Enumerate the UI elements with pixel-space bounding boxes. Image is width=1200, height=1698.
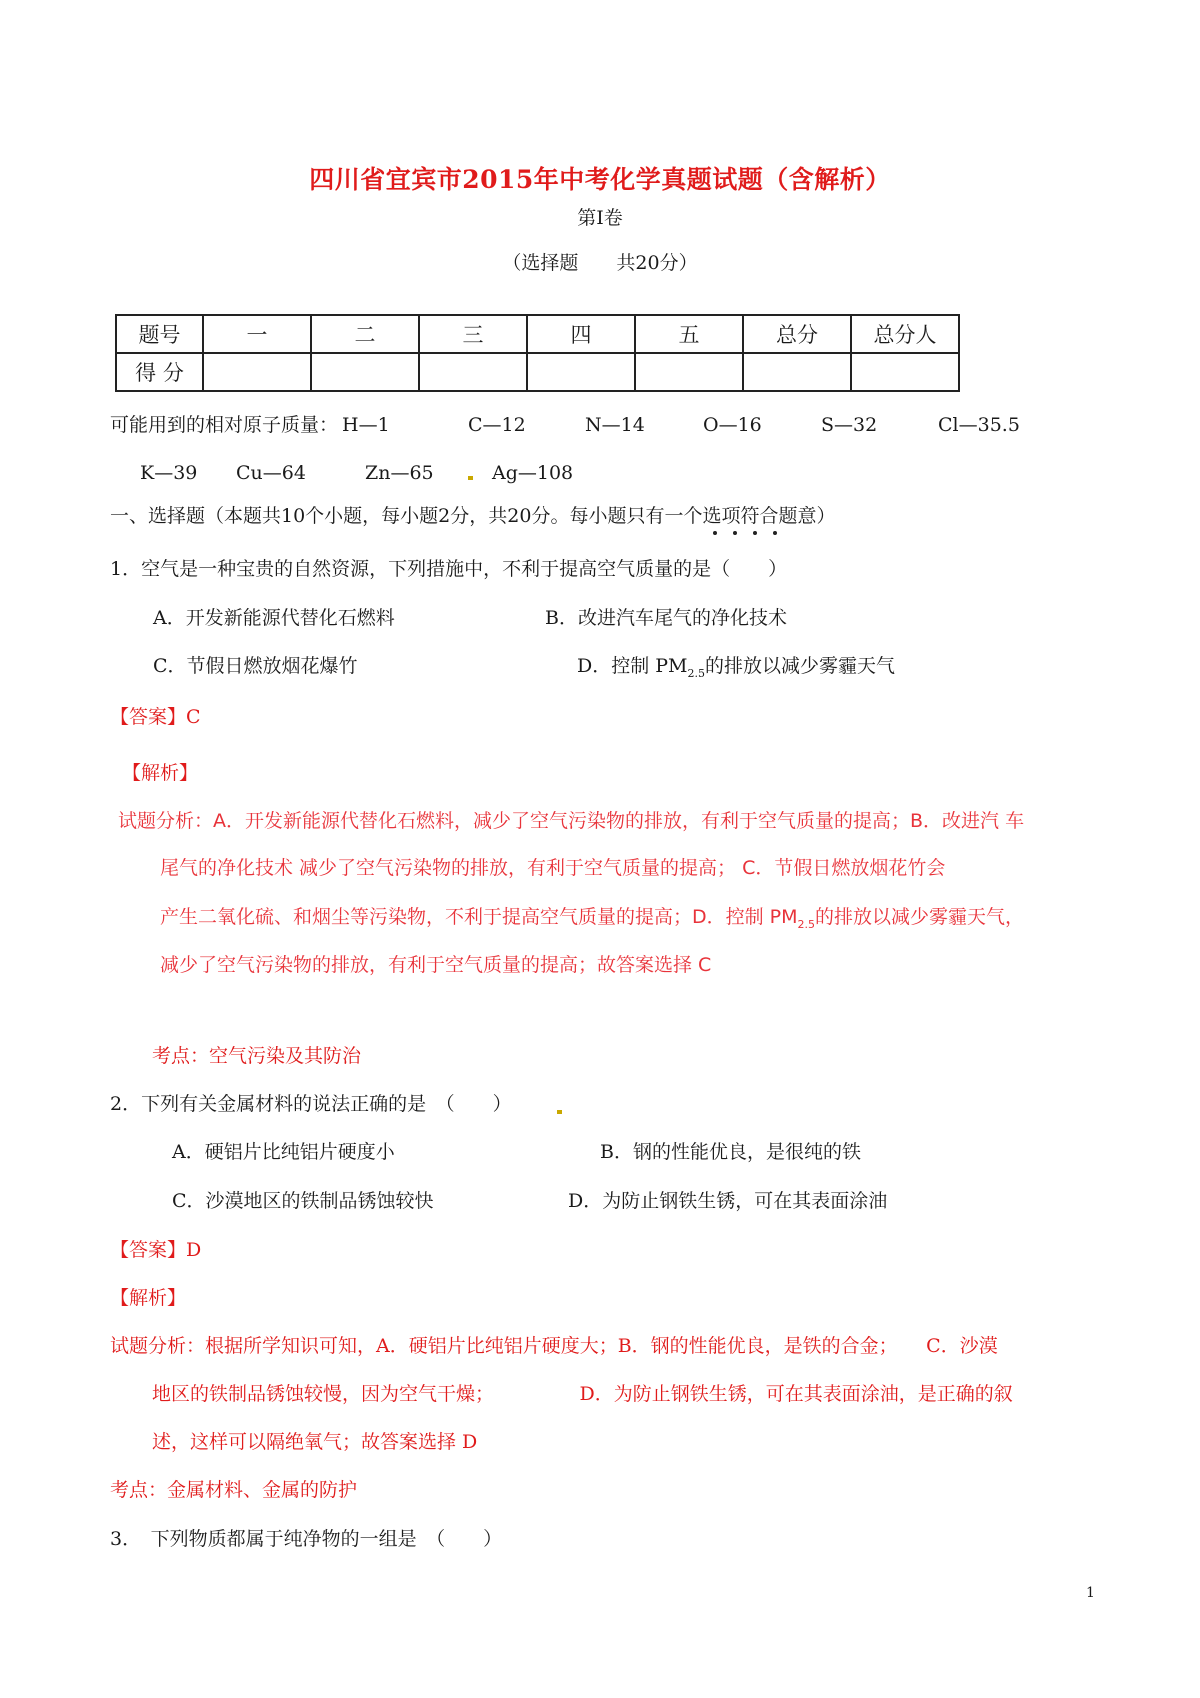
option-d-text: D．控制 PM (577, 655, 688, 677)
emphasis-dot (773, 531, 777, 535)
question-2-kaodian: 考点：金属材料、金属的防护 (110, 1479, 358, 1501)
page-title: 四川省宜宾市2015年中考化学真题试题（含解析） (309, 165, 891, 194)
question-1-option-b[interactable]: B．改进汽车尾气的净化技术 (545, 607, 787, 629)
question-2-option-b[interactable]: B．钢的性能优良，是很纯的铁 (600, 1141, 861, 1163)
score-header-cell: 题号 (116, 315, 203, 353)
question-1-option-d[interactable] (577, 654, 895, 686)
analysis-text: 的排放以减少雾霾天气， (815, 906, 1025, 928)
emphasis-dot (733, 531, 737, 535)
section-note: （选择题 共20分） (502, 252, 698, 274)
atomic-mass-item: Zn—65 (365, 462, 434, 484)
question-1-kaodian: 考点：空气污染及其防治 (152, 1045, 362, 1067)
score-cell[interactable] (851, 353, 959, 391)
score-header-cell: 二 (311, 315, 419, 353)
question-1-analysis-label: 【解析】 (122, 762, 199, 784)
emphasis-dot (713, 531, 717, 535)
atomic-mass-item: C—12 (468, 414, 526, 436)
atomic-mass-label: 可能用到的相对原子质量： (110, 414, 339, 436)
question-1-stem: 1．空气是一种宝贵的自然资源，下列措施中，不利于提高空气质量的是（ ） (110, 558, 788, 580)
score-header-cell: 一 (203, 315, 311, 353)
score-cell[interactable] (419, 353, 527, 391)
question-2-option-a[interactable]: A．硬铝片比纯铝片硬度小 (172, 1141, 395, 1163)
stray-mark (468, 476, 473, 480)
subscript: 2.5 (797, 917, 816, 931)
question-3-stem: 3． 下列物质都属于纯净物的一组是 （ ） (110, 1528, 503, 1550)
atomic-mass-item: Ag—108 (492, 462, 574, 484)
question-1-analysis-line: 试题分析：A．开发新能源代替化石燃料，减少了空气污染物的排放，有利于空气质量的提高；B．改进汽 车 (118, 810, 1025, 832)
score-table-header-row (116, 315, 959, 353)
score-header-cell: 三 (419, 315, 527, 353)
option-d-text: 的排放以减少雾霾天气 (705, 655, 896, 677)
score-row-label: 得 分 (116, 353, 203, 391)
atomic-mass-item: N—14 (585, 414, 645, 436)
question-1-answer: 【答案】C (110, 706, 201, 728)
atomic-mass-item: S—32 (821, 414, 878, 436)
score-header-cell: 总分 (743, 315, 851, 353)
question-2-option-c[interactable]: C．沙漠地区的铁制品锈蚀较快 (172, 1190, 434, 1212)
analysis-text: 产生二氧化硫、和烟尘等污染物，不利于提高空气质量的提高；D．控制 PM (160, 906, 798, 928)
question-2-stem: 2．下列有关金属材料的说法正确的是 （ ） (110, 1093, 512, 1115)
score-cell[interactable] (743, 353, 851, 391)
question-2-answer: 【答案】D (110, 1239, 202, 1261)
score-header-cell: 四 (527, 315, 635, 353)
page-number: 1 (1086, 1585, 1095, 1601)
score-cell[interactable] (203, 353, 311, 391)
question-2-option-d[interactable]: D．为防止钢铁生锈，可在其表面涂油 (568, 1190, 888, 1212)
question-2-analysis-line: 地区的铁制品锈蚀较慢，因为空气干燥； D．为防止钢铁生锈，可在其表面涂油，是正确的叙 (152, 1383, 1013, 1405)
emphasis-dot (753, 531, 757, 535)
score-header-cell: 五 (635, 315, 743, 353)
question-1-analysis-line (160, 905, 1024, 937)
atomic-mass-item: K—39 (140, 462, 198, 484)
atomic-mass-item: H—1 (342, 414, 390, 436)
stray-mark (557, 1110, 562, 1114)
volume-label: 第Ⅰ卷 (577, 207, 623, 229)
question-1-analysis-line: 尾气的净化技术 减少了空气污染物的排放，有利于空气质量的提高； C．节假日燃放烟花竹会 (160, 857, 946, 879)
score-cell[interactable] (311, 353, 419, 391)
score-cell[interactable] (635, 353, 743, 391)
atomic-mass-item: Cl—35.5 (938, 414, 1020, 436)
score-header-cell: 总分人 (851, 315, 959, 353)
question-2-analysis-line: 述，这样可以隔绝氧气；故答案选择 D (152, 1431, 478, 1453)
question-1-option-a[interactable]: A．开发新能源代替化石燃料 (153, 607, 395, 629)
subscript: 2.5 (687, 666, 706, 680)
section-heading: 一、选择题（本题共10个小题，每小题2分，共20分。每小题只有一个选项符合题意） (110, 505, 836, 527)
question-2-analysis-line: 试题分析：根据所学知识可知，A．硬铝片比纯铝片硬度大；B．钢的性能优良，是铁的合金； C．沙漠 (110, 1335, 998, 1357)
question-1-analysis-line: 减少了空气污染物的排放，有利于空气质量的提高；故答案选择 C (160, 954, 712, 976)
question-1-option-c[interactable]: C．节假日燃放烟花爆竹 (153, 655, 358, 677)
score-cell[interactable] (527, 353, 635, 391)
question-2-analysis-label: 【解析】 (110, 1287, 187, 1309)
atomic-mass-item: O—16 (703, 414, 762, 436)
score-table (115, 314, 960, 392)
score-table-score-row (116, 353, 959, 391)
atomic-mass-item: Cu—64 (236, 462, 306, 484)
